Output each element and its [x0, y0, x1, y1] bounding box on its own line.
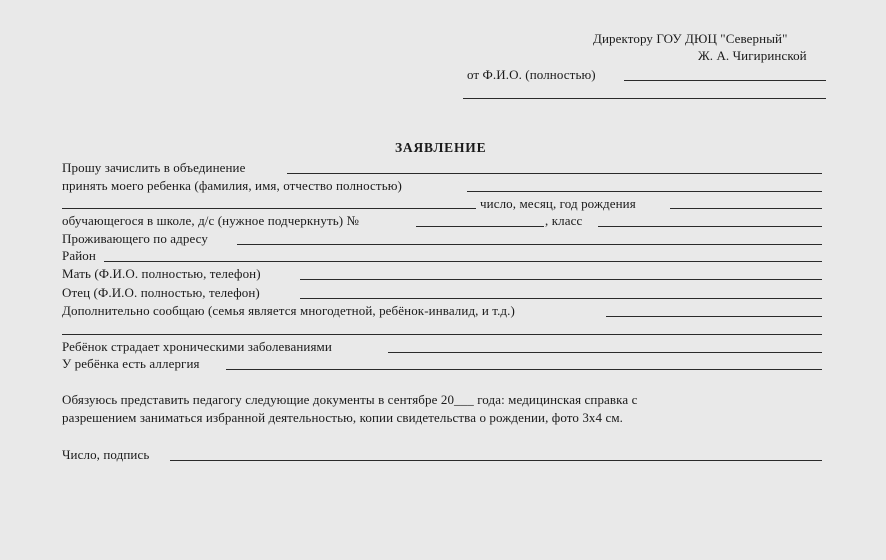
page-title: ЗАЯВЛЕНИЕ: [395, 140, 487, 155]
request-enroll-label: Прошу зачислить в объединение: [62, 160, 246, 175]
class-label: , класс: [545, 213, 583, 228]
district-label: Район: [62, 248, 96, 263]
child-name-line-2[interactable]: [62, 208, 476, 209]
allergy-line[interactable]: [226, 369, 822, 370]
chronic-disease-label: Ребёнок страдает хроническими заболеваниями: [62, 339, 332, 354]
child-name-line[interactable]: [467, 191, 822, 192]
allergy-label: У ребёнка есть аллергия: [62, 356, 200, 371]
chronic-disease-line[interactable]: [388, 352, 822, 353]
school-number-line[interactable]: [416, 226, 544, 227]
class-line[interactable]: [598, 226, 822, 227]
from-name-line[interactable]: [624, 80, 826, 81]
date-signature-line[interactable]: [170, 460, 822, 461]
obligation-line-2: разрешением заниматься избранной деятельностью, копии свидетельства о рождении, фото 3х4 см.: [62, 410, 624, 425]
additional-info-line[interactable]: [606, 316, 822, 317]
mother-line[interactable]: [300, 279, 822, 280]
date-signature-label: Число, подпись: [62, 447, 150, 462]
obligation-line-1: Обязуюсь представить педагогу следующие документы в сентябре 20___ года: медицинская справка с: [62, 392, 638, 407]
address-line[interactable]: [237, 244, 822, 245]
addressee-line-2: Ж. А. Чигиринской: [698, 48, 807, 63]
additional-info-label: Дополнительно сообщаю (семья является многодетной, ребёнок-инвалид, и т.д.): [62, 303, 515, 318]
child-name-label: принять моего ребенка (фамилия, имя, отчество полностью): [62, 178, 402, 193]
from-label: от Ф.И.О. (полностью): [467, 67, 596, 82]
addressee-line-1: Директору ГОУ ДЮЦ "Северный": [593, 31, 788, 46]
address-label: Проживающего по адресу: [62, 231, 208, 246]
from-name-line-2[interactable]: [463, 98, 826, 99]
father-label: Отец (Ф.И.О. полностью, телефон): [62, 285, 260, 300]
additional-info-line-2[interactable]: [62, 334, 822, 335]
birth-date-line[interactable]: [670, 208, 822, 209]
association-line[interactable]: [287, 173, 822, 174]
father-line[interactable]: [300, 298, 822, 299]
district-line[interactable]: [104, 261, 822, 262]
school-label: обучающегося в школе, д/с (нужное подчеркнуть) №: [62, 213, 360, 228]
mother-label: Мать (Ф.И.О. полностью, телефон): [62, 266, 261, 281]
birth-date-label: число, месяц, год рождения: [480, 196, 636, 211]
